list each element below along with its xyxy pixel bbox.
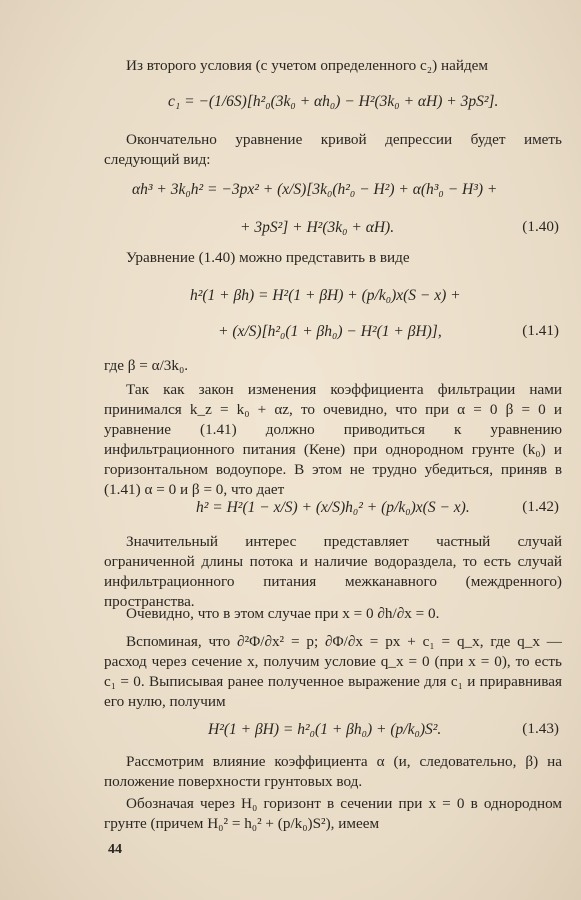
paragraph-8: Рассмотрим влияние коэффициента α (и, следовательно, β) на положение поверхности грунтовых вод. xyxy=(104,753,562,790)
equation-number-1-41: (1.41) xyxy=(522,322,559,339)
paragraph-9: Обозначая через H₀ горизонт в сечении при x = 0 в однородном грунте (причем H₀² = h₀² + (p/k₀)S²), имеем xyxy=(104,795,562,832)
equation-number-1-40: (1.40) xyxy=(522,218,559,235)
equation-1-41-line1: h²(1 + βh) = H²(1 + βH) + (p/k₀)x(S − x) + xyxy=(190,287,461,304)
equation-1-40-line2: + 3pS²] + H²(3k₀ + αH). xyxy=(240,219,395,236)
paragraph-7: Вспоминая, что ∂²Φ/∂x² = p; ∂Φ/∂x = px + c₁ = q_x, где q_x — расход через сечение x, получим условие q_x = 0 (при x = 0), то есть c₁ = 0. Выписывая ранее полученное выражение для c₁ и приравнивая его нулю, получим xyxy=(104,633,562,710)
paragraph-3: Уравнение (1.40) можно представить в виде xyxy=(126,249,410,266)
equation-c1: c₁ = −(1/6S)[h²₀(3k₀ + αh₀) − H²(3k₀ + αH) + 3pS²]. xyxy=(168,93,499,110)
page-number: 44 xyxy=(108,842,122,857)
paragraph-2: Окончательно уравнение кривой депрессии будет иметь следующий вид: xyxy=(104,131,562,168)
paragraph-4: Так как закон изменения коэффициента фильтрации нами принимался k_z = k₀ + αz, то очевидно, что при α = 0 β = 0 и уравнение (1.41) должно приводиться к уравнению инфильтрационного питания (Кене) при однородном грунте (k₀) и горизонтальном водоупоре. В этом не трудно убедиться, приняв в (1.41) α = 0 и β = 0, что дает xyxy=(104,381,562,498)
equation-1-40-line1: αh³ + 3k₀h² = −3px² + (x/S)[3k₀(h²₀ − H²) + α(h³₀ − H³) + xyxy=(132,181,498,198)
where-beta: где β = α/3k₀. xyxy=(104,357,189,374)
equation-number-1-43: (1.43) xyxy=(522,720,559,737)
equation-1-41-line2: + (x/S)[h²₀(1 + βh₀) − H²(1 + βH)], xyxy=(218,323,442,340)
paragraph-5: Значительный интерес представляет частный случай ограниченной длины потока и наличие водораздела, то есть случай инфильтрационного питания межканавного (междренного) пространства. xyxy=(104,533,562,610)
paragraph-6: Очевидно, что в этом случае при x = 0 ∂h/∂x = 0. xyxy=(126,605,440,622)
equation-1-43: H²(1 + βH) = h²₀(1 + βh₀) + (p/k₀)S². xyxy=(208,721,442,738)
paragraph-1: Из второго условия (с учетом определенного c₂) найдем xyxy=(126,57,489,74)
equation-number-1-42: (1.42) xyxy=(522,498,559,515)
equation-1-42: h² = H²(1 − x/S) + (x/S)h₀² + (p/k₀)x(S − x). xyxy=(196,499,470,516)
